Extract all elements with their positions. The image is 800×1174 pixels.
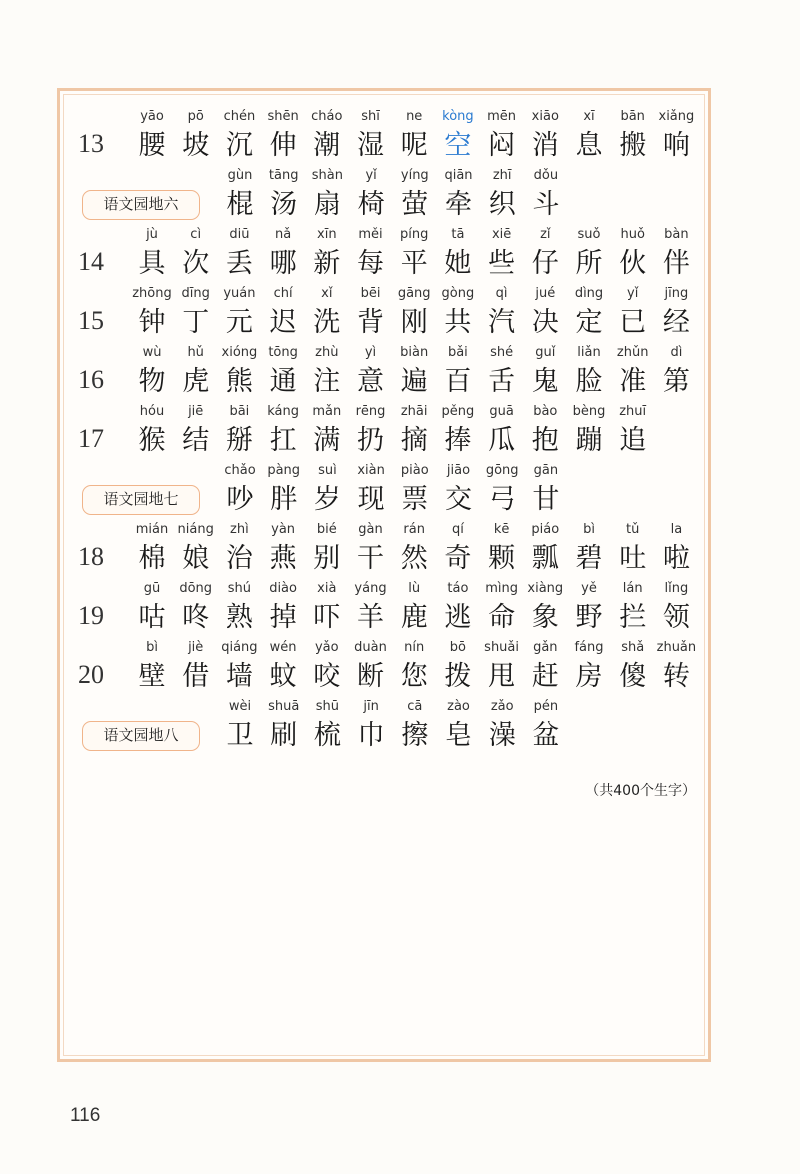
hanzi: 逃 [444,602,472,633]
hanzi: 具 [138,248,166,279]
hanzi: 脸 [575,366,603,397]
hanzi: 息 [575,130,603,161]
pinyin: bǎi [447,345,468,360]
hanzi: 些 [488,248,516,279]
pinyin: mìng [485,581,518,596]
pinyin: xiāo [531,109,559,124]
pinyin: shī [361,109,380,124]
pinyin: jù [146,227,158,242]
pinyin: xiǎng [658,109,695,124]
hanzi: 决 [531,307,559,338]
hanzi: 她 [444,248,472,279]
hanzi: 哪 [269,248,297,279]
pinyin: yāo [140,109,164,124]
total-count: （共400个生字） [585,783,696,799]
hanzi: 羊 [357,602,384,633]
hanzi: 梳 [313,720,341,751]
pinyin: mǎn [312,404,342,419]
pinyin: tōng [268,345,298,360]
pinyin: gān [533,463,559,478]
hanzi: 湿 [357,130,384,161]
pinyin: bié [316,522,337,537]
pinyin: mēn [487,109,517,124]
hanzi: 伸 [269,130,297,161]
pinyin: hǔ [187,345,204,360]
pinyin: pěng [441,404,475,419]
character-cell [648,638,704,698]
pinyin: mián [135,522,169,537]
pinyin: suǒ [577,227,601,242]
hanzi: 胖 [270,484,298,515]
pinyin: zǐ [540,227,551,242]
pinyin: xiē [491,227,512,242]
pinyin: píng [400,227,429,242]
hanzi: 瓢 [531,543,559,574]
pinyin: yuán [223,286,256,301]
hanzi: 抱 [531,425,559,456]
pinyin: xiàn [357,463,385,478]
lesson-row [0,579,800,639]
pinyin: gū [143,581,161,596]
hanzi: 治 [225,543,253,574]
pinyin: shū [315,699,340,714]
hanzi: 摘 [400,425,428,456]
lesson-row [0,107,800,167]
hanzi: 掰 [225,425,253,456]
lesson-number: 13 [78,129,104,158]
pinyin: xióng [221,345,258,360]
hanzi: 蹦 [575,425,603,456]
hanzi: 意 [357,366,384,397]
hanzi: 牵 [445,189,472,220]
pinyin: gǎn [533,640,558,655]
hanzi: 盆 [532,720,560,751]
pinyin: suì [318,463,337,478]
hanzi: 追 [619,425,647,456]
lesson-row [0,402,800,462]
garden-row [0,166,800,226]
hanzi: 准 [619,366,647,397]
hanzi: 蚊 [269,661,297,692]
pinyin: bì [583,522,595,537]
hanzi: 瓜 [488,425,516,456]
pinyin: xǐ [321,286,333,301]
hanzi: 次 [182,248,210,279]
pinyin: nǎ [274,227,292,242]
pinyin: duàn [354,640,387,655]
pinyin: jiè [188,640,204,655]
pinyin: guā [489,404,514,419]
pinyin: qiáng [221,640,258,655]
hanzi: 熊 [225,366,253,397]
lesson-row [0,225,800,285]
hanzi: 娘 [182,543,210,574]
pinyin: bō [449,640,466,655]
hanzi: 定 [575,307,603,338]
pinyin: zào [447,699,470,714]
hanzi: 转 [662,661,690,692]
pinyin: jīng [664,286,689,301]
lesson-row [0,520,800,580]
pinyin: piào [400,463,429,478]
lesson-number: 20 [78,660,104,689]
hanzi: 壁 [138,661,166,692]
pinyin: lǐng [664,581,689,596]
pinyin: yǎo [314,640,339,655]
hanzi: 领 [662,602,690,633]
pinyin: dōng [179,581,213,596]
pinyin: xīn [317,227,337,242]
hanzi: 伴 [662,248,690,279]
hanzi: 皂 [445,720,472,751]
hanzi: 弓 [488,484,516,515]
pinyin: kòng [442,109,474,124]
hanzi: 咬 [313,661,341,692]
pinyin: dì [670,345,683,360]
lesson-row [0,343,800,403]
hanzi: 结 [182,425,210,456]
pinyin: biàn [400,345,429,360]
pinyin: jiē [188,404,204,419]
hanzi: 岁 [313,484,341,515]
hanzi: 棍 [226,189,254,220]
pinyin: cā [407,699,423,714]
pinyin: gòng [441,286,475,301]
hanzi: 交 [445,484,472,515]
pinyin: cháo [311,109,343,124]
pinyin: ne [406,109,423,124]
section-badge: 语文园地七 [82,485,200,515]
hanzi: 响 [662,130,690,161]
hanzi: 卫 [226,720,254,751]
hanzi: 腰 [138,130,166,161]
hanzi: 棉 [138,543,166,574]
character-cell [648,107,704,167]
pinyin: jiāo [446,463,471,478]
hanzi: 捧 [444,425,472,456]
hanzi: 猴 [138,425,166,456]
hanzi: 通 [269,366,297,397]
pinyin: rēng [355,404,386,419]
character-cell [518,697,574,757]
pinyin: měi [358,227,383,242]
hanzi: 丁 [182,307,210,338]
pinyin: zhōng [132,286,172,301]
hanzi: 注 [313,366,341,397]
hanzi: 傻 [619,661,647,692]
page-number: 116 [70,1105,101,1126]
pinyin: hóu [139,404,165,419]
pinyin: liǎn [577,345,601,360]
pinyin: zǎo [490,699,514,714]
hanzi: 坡 [182,130,210,161]
character-cell [648,520,704,580]
hanzi: 扛 [269,425,297,456]
character-cell [648,225,704,285]
pinyin: tā [451,227,465,242]
character-cell [648,284,704,344]
hanzi: 织 [488,189,516,220]
pinyin: shé [490,345,514,360]
lesson-row [0,284,800,344]
pinyin: zhì [230,522,249,537]
hanzi: 吓 [313,602,341,633]
pinyin: bèng [572,404,606,419]
lesson-number: 16 [78,365,104,394]
hanzi: 票 [401,484,429,515]
pinyin: dīng [181,286,210,301]
pinyin: shuǎi [484,640,520,655]
lesson-number: 18 [78,542,104,571]
hanzi: 伙 [619,248,647,279]
hanzi: 鹿 [400,602,428,633]
hanzi: 椅 [357,189,385,220]
pinyin: xià [317,581,337,596]
pinyin: zhāi [400,404,428,419]
hanzi: 拦 [619,602,647,633]
hanzi: 墙 [225,661,253,692]
pinyin: gōng [485,463,519,478]
hanzi: 然 [400,543,428,574]
pinyin: yǐ [365,168,377,183]
pinyin: bēi [360,286,381,301]
pinyin: pàng [267,463,301,478]
hanzi: 仔 [531,248,559,279]
pinyin: bì [146,640,158,655]
pinyin: yàn [271,522,296,537]
hanzi: 燕 [269,543,297,574]
pinyin: yì [364,345,377,360]
pinyin: nín [404,640,425,655]
character-cell [648,343,704,403]
hanzi: 命 [488,602,516,633]
character-cell [605,402,661,462]
hanzi: 您 [400,661,428,692]
pinyin: pén [533,699,559,714]
hanzi: 刷 [270,720,298,751]
hanzi: 扇 [313,189,341,220]
pinyin: huǒ [620,227,645,242]
hanzi: 擦 [401,720,429,751]
section-badge: 语文园地八 [82,721,200,751]
pinyin: gāng [397,286,431,301]
hanzi: 干 [357,543,384,574]
pinyin: shuā [268,699,300,714]
lesson-number: 19 [78,601,104,630]
hanzi: 房 [575,661,603,692]
hanzi: 平 [400,248,428,279]
hanzi: 潮 [313,130,341,161]
hanzi: 共 [444,307,472,338]
hanzi: 拨 [444,661,472,692]
pinyin: zhuǎn [656,640,697,655]
hanzi: 所 [575,248,603,279]
hanzi: 空 [444,130,472,161]
pinyin: qí [451,522,464,537]
section-badge: 语文园地六 [82,190,200,220]
hanzi: 迟 [269,307,297,338]
hanzi: 消 [531,130,559,161]
hanzi: 萤 [401,189,429,220]
hanzi: 闷 [488,130,516,161]
pinyin: zhuī [619,404,647,419]
hanzi: 搬 [619,130,647,161]
character-cell [648,579,704,639]
hanzi: 咕 [138,602,166,633]
pinyin: yáng [354,581,387,596]
hanzi: 别 [313,543,341,574]
lesson-number: 17 [78,424,104,453]
hanzi: 舌 [488,366,516,397]
hanzi: 甩 [488,661,516,692]
hanzi: 第 [662,366,690,397]
hanzi: 物 [138,366,166,397]
character-cell [518,166,574,226]
hanzi: 斗 [532,189,560,220]
hanzi: 奇 [444,543,472,574]
pinyin: zhǔn [616,345,649,360]
hanzi: 刚 [400,307,428,338]
pinyin: chén [223,109,256,124]
hanzi: 野 [575,602,603,633]
hanzi: 颗 [488,543,516,574]
hanzi: 熟 [225,602,253,633]
pinyin: bāi [229,404,250,419]
pinyin: bàn [664,227,689,242]
hanzi: 咚 [182,602,210,633]
lesson-row [0,638,800,698]
pinyin: yǐ [627,286,639,301]
hanzi: 借 [182,661,210,692]
pinyin: dìng [574,286,604,301]
hanzi: 满 [313,425,341,456]
hanzi: 汽 [488,307,516,338]
pinyin: tāng [268,168,299,183]
pinyin: xī [583,109,595,124]
hanzi: 扔 [357,425,384,456]
pinyin: yíng [400,168,429,183]
pinyin: wù [142,345,162,360]
hanzi: 新 [313,248,341,279]
hanzi: 吵 [226,484,254,515]
hanzi: 吐 [619,543,647,574]
pinyin: zhī [492,168,512,183]
pinyin: bān [620,109,645,124]
pinyin: kē [493,522,510,537]
pinyin: bào [533,404,558,419]
pinyin: cì [190,227,202,242]
hanzi: 鬼 [531,366,559,397]
pinyin: wèi [228,699,252,714]
hanzi: 钟 [138,307,166,338]
hanzi: 现 [357,484,385,515]
hanzi: 汤 [270,189,298,220]
hanzi: 碧 [575,543,603,574]
pinyin: wén [269,640,297,655]
pinyin: tǔ [626,522,640,537]
pinyin: piáo [531,522,560,537]
pinyin: lán [622,581,643,596]
hanzi: 巾 [357,720,385,751]
hanzi: 每 [357,248,384,279]
garden-row [0,461,800,521]
hanzi: 啦 [662,543,690,574]
pinyin: dǒu [533,168,559,183]
hanzi: 背 [357,307,384,338]
hanzi: 丢 [225,248,253,279]
hanzi: 遍 [400,366,428,397]
pinyin: guǐ [535,345,556,360]
hanzi: 虎 [182,366,210,397]
pinyin: pō [187,109,204,124]
hanzi: 澡 [488,720,516,751]
pinyin: shàn [311,168,343,183]
pinyin: jué [535,286,556,301]
character-cell [518,461,574,521]
hanzi: 象 [531,602,559,633]
pinyin: jīn [363,699,379,714]
pinyin: shēn [267,109,299,124]
lesson-number: 15 [78,306,104,335]
pinyin: táo [447,581,469,596]
hanzi: 洗 [313,307,341,338]
pinyin: gùn [227,168,253,183]
hanzi: 断 [357,661,384,692]
hanzi: 掉 [269,602,297,633]
pinyin: qiān [444,168,473,183]
pinyin: zhù [315,345,339,360]
pinyin: niáng [177,522,214,537]
hanzi: 甘 [532,484,560,515]
lesson-number: 14 [78,247,104,276]
pinyin: xiàng [527,581,564,596]
pinyin: gàn [358,522,383,537]
pinyin: la [670,522,683,537]
pinyin: fáng [574,640,604,655]
pinyin: chǎo [224,463,256,478]
pinyin: shǎ [621,640,645,655]
pinyin: lù [408,581,421,596]
pinyin: káng [267,404,299,419]
hanzi: 经 [662,307,690,338]
pinyin: diū [229,227,250,242]
hanzi: 呢 [400,130,428,161]
hanzi: 元 [225,307,253,338]
pinyin: yě [581,581,597,596]
hanzi: 沉 [225,130,253,161]
pinyin: diào [269,581,297,596]
pinyin: shú [227,581,252,596]
pinyin: qì [495,286,508,301]
hanzi: 百 [444,366,472,397]
garden-row [0,697,800,757]
pinyin: chí [273,286,293,301]
hanzi: 赶 [531,661,559,692]
pinyin: rán [403,522,425,537]
hanzi: 已 [619,307,647,338]
